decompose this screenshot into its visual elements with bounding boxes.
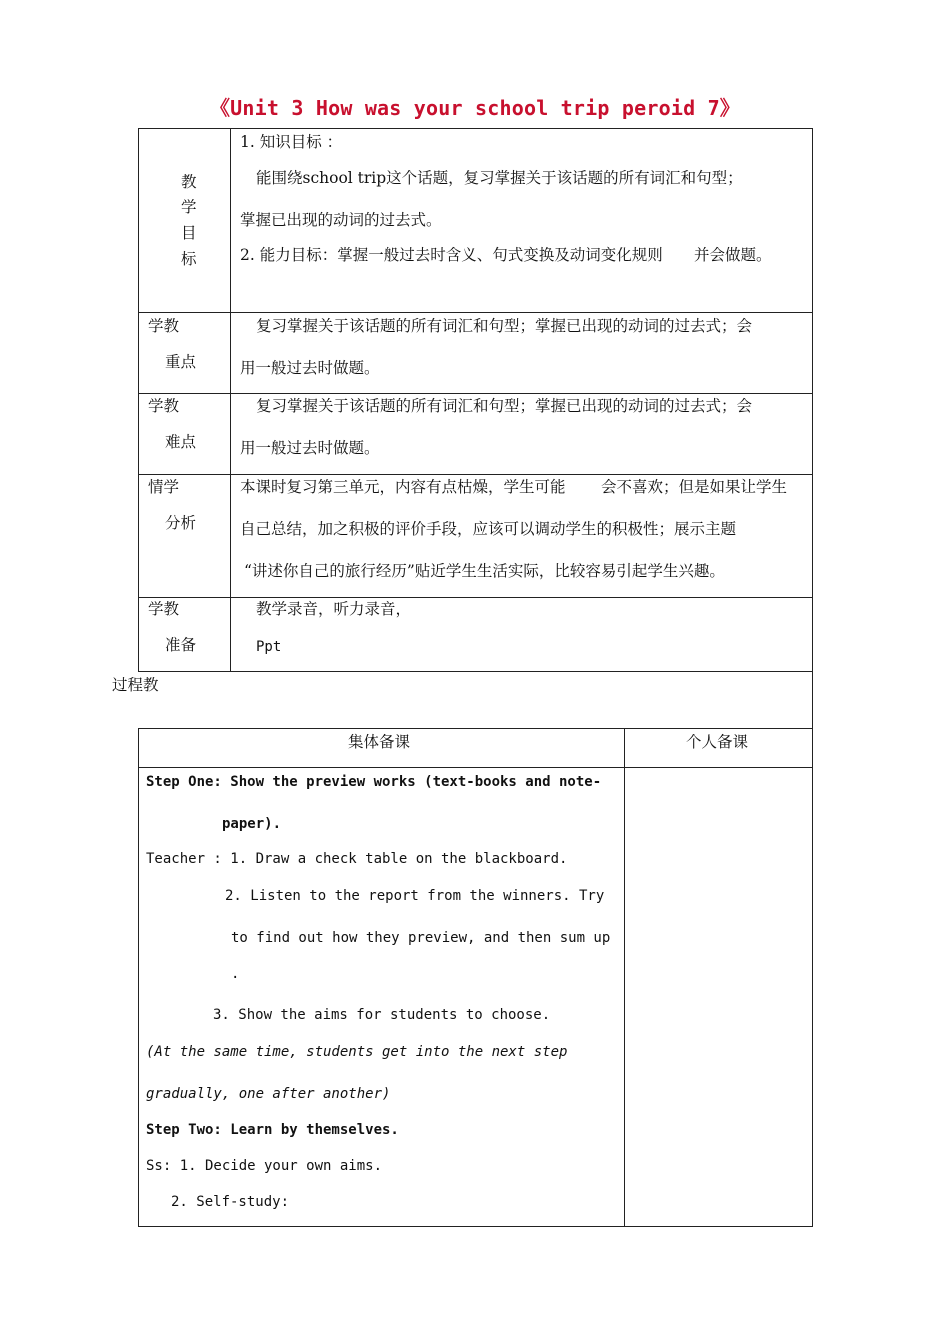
analysis-label: 情学 — [148, 478, 180, 496]
student-step: 2. Self-study: — [171, 1194, 290, 1210]
key-points-text: 复习掌握关于该话题的所有词汇和句型；掌握已出现的动词的过去式；会 — [256, 317, 753, 335]
objectives-label-char: 教 — [181, 173, 197, 191]
teacher-step: . — [231, 966, 240, 982]
analysis-text: 自己总结，加之积极的评价手段，应该可以调动学生的积极性；展示主题 — [240, 520, 737, 538]
key-points-label: 重点 — [165, 353, 197, 371]
teacher-step: Teacher : 1. Draw a check table on the blackboard. — [146, 851, 568, 867]
difficulties-text: 复习掌握关于该话题的所有词汇和句型；掌握已出现的动词的过去式；会 — [256, 397, 753, 415]
step-note: gradually, one after another) — [146, 1086, 391, 1102]
analysis-label: 分析 — [165, 514, 197, 532]
objective-2-text: 2. 能力目标：掌握一般过去时含义、句式变换及动词变化规则 — [240, 246, 663, 264]
analysis-text: 会不喜欢；但是如果让学生 — [601, 478, 788, 496]
process-label: 过程教 — [112, 676, 159, 694]
preparation-text: 教学录音，听力录音， — [256, 600, 412, 618]
student-step: Ss: 1. Decide your own aims. — [146, 1158, 383, 1174]
objective-1-text: 能围绕school trip这个话题，复习掌握关于该话题的所有词汇和句型； — [256, 169, 743, 187]
key-points-label: 学教 — [148, 317, 180, 335]
step-note: (At the same time, students get into the next step — [146, 1044, 568, 1060]
analysis-text: 本课时复习第三单元，内容有点枯燥，学生可能 — [240, 478, 566, 496]
objectives-label-char: 目 — [181, 224, 197, 242]
preparation-label: 准备 — [165, 636, 197, 654]
objectives-label-char: 标 — [181, 250, 197, 268]
key-points-text: 用一般过去时做题。 — [240, 359, 380, 377]
difficulties-label: 学教 — [148, 397, 180, 415]
difficulties-text: 用一般过去时做题。 — [240, 439, 380, 457]
objective-1-text: 掌握已出现的动词的过去式。 — [240, 211, 442, 229]
teacher-step: 2. Listen to the report from the winners. Try — [225, 888, 605, 904]
difficulties-label: 难点 — [165, 433, 197, 451]
column-header-personal: 个人备课 — [686, 733, 749, 751]
step-one-heading: paper). — [222, 816, 282, 832]
step-one-heading: Step One: Show the preview works (text-books and note- — [146, 774, 602, 790]
step-two-heading: Step Two: Learn by themselves. — [146, 1122, 399, 1138]
column-header-group: 集体备课 — [348, 733, 411, 751]
objective-2-text: 并会做题。 — [694, 246, 772, 264]
objectives-label-char: 学 — [181, 198, 197, 216]
teacher-step: 3. Show the aims for students to choose. — [213, 1007, 551, 1023]
preparation-label: 学教 — [148, 600, 180, 618]
objective-1-title: 1. 知识目标 ： — [240, 133, 343, 151]
document-title: 《Unit 3 How was your school trip peroid 7》 — [209, 96, 741, 120]
analysis-text: “讲述你自己的旅行经历”贴近学生生活实际，比较容易引起学生兴趣。 — [244, 562, 725, 580]
preparation-text: Ppt — [256, 639, 282, 655]
teacher-step: to find out how they preview, and then sum up — [231, 930, 611, 946]
